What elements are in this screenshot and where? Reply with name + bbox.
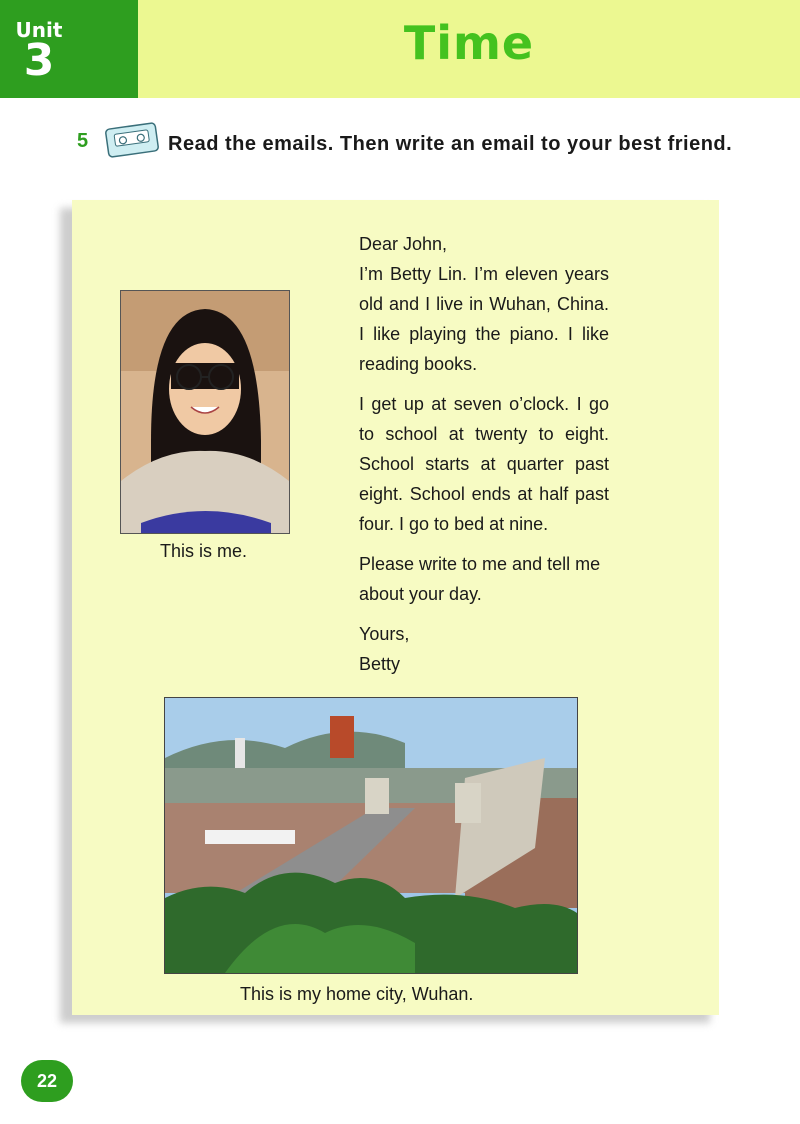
email-paragraph: I’m Betty Lin. I’m eleven years old and I live in Wuhan, China. I like playing the piano. I like reading books.	[359, 264, 609, 374]
girl-photo-caption: This is me.	[160, 541, 248, 561]
exercise-instruction: Read the emails. Then write an email to your best friend.	[168, 133, 733, 155]
exercise-number: 5	[77, 130, 89, 152]
unit-badge	[0, 0, 138, 98]
girl-photo	[120, 290, 290, 534]
email-letter	[359, 229, 609, 679]
email-closing: Yours,	[359, 624, 410, 644]
city-photo-caption: This is my home city, Wuhan.	[240, 984, 474, 1004]
cassette-tape-icon[interactable]	[104, 122, 160, 158]
email-greeting: Dear John,	[359, 234, 448, 254]
page-number: 22	[21, 1060, 73, 1102]
title-band	[138, 0, 800, 98]
page-title: Time	[403, 16, 535, 70]
unit-number: 3	[23, 35, 55, 86]
unit-label: Unit	[15, 18, 63, 42]
email-paragraph: Please write to me and tell me about your day.	[359, 554, 601, 604]
email-paragraph: I get up at seven o’clock. I go to school at twenty to eight. School starts at quarter past eight. School ends at half past four. I go to bed at nine.	[359, 394, 609, 534]
email-signature: Betty	[359, 654, 401, 674]
wuhan-city-photo	[164, 697, 578, 974]
